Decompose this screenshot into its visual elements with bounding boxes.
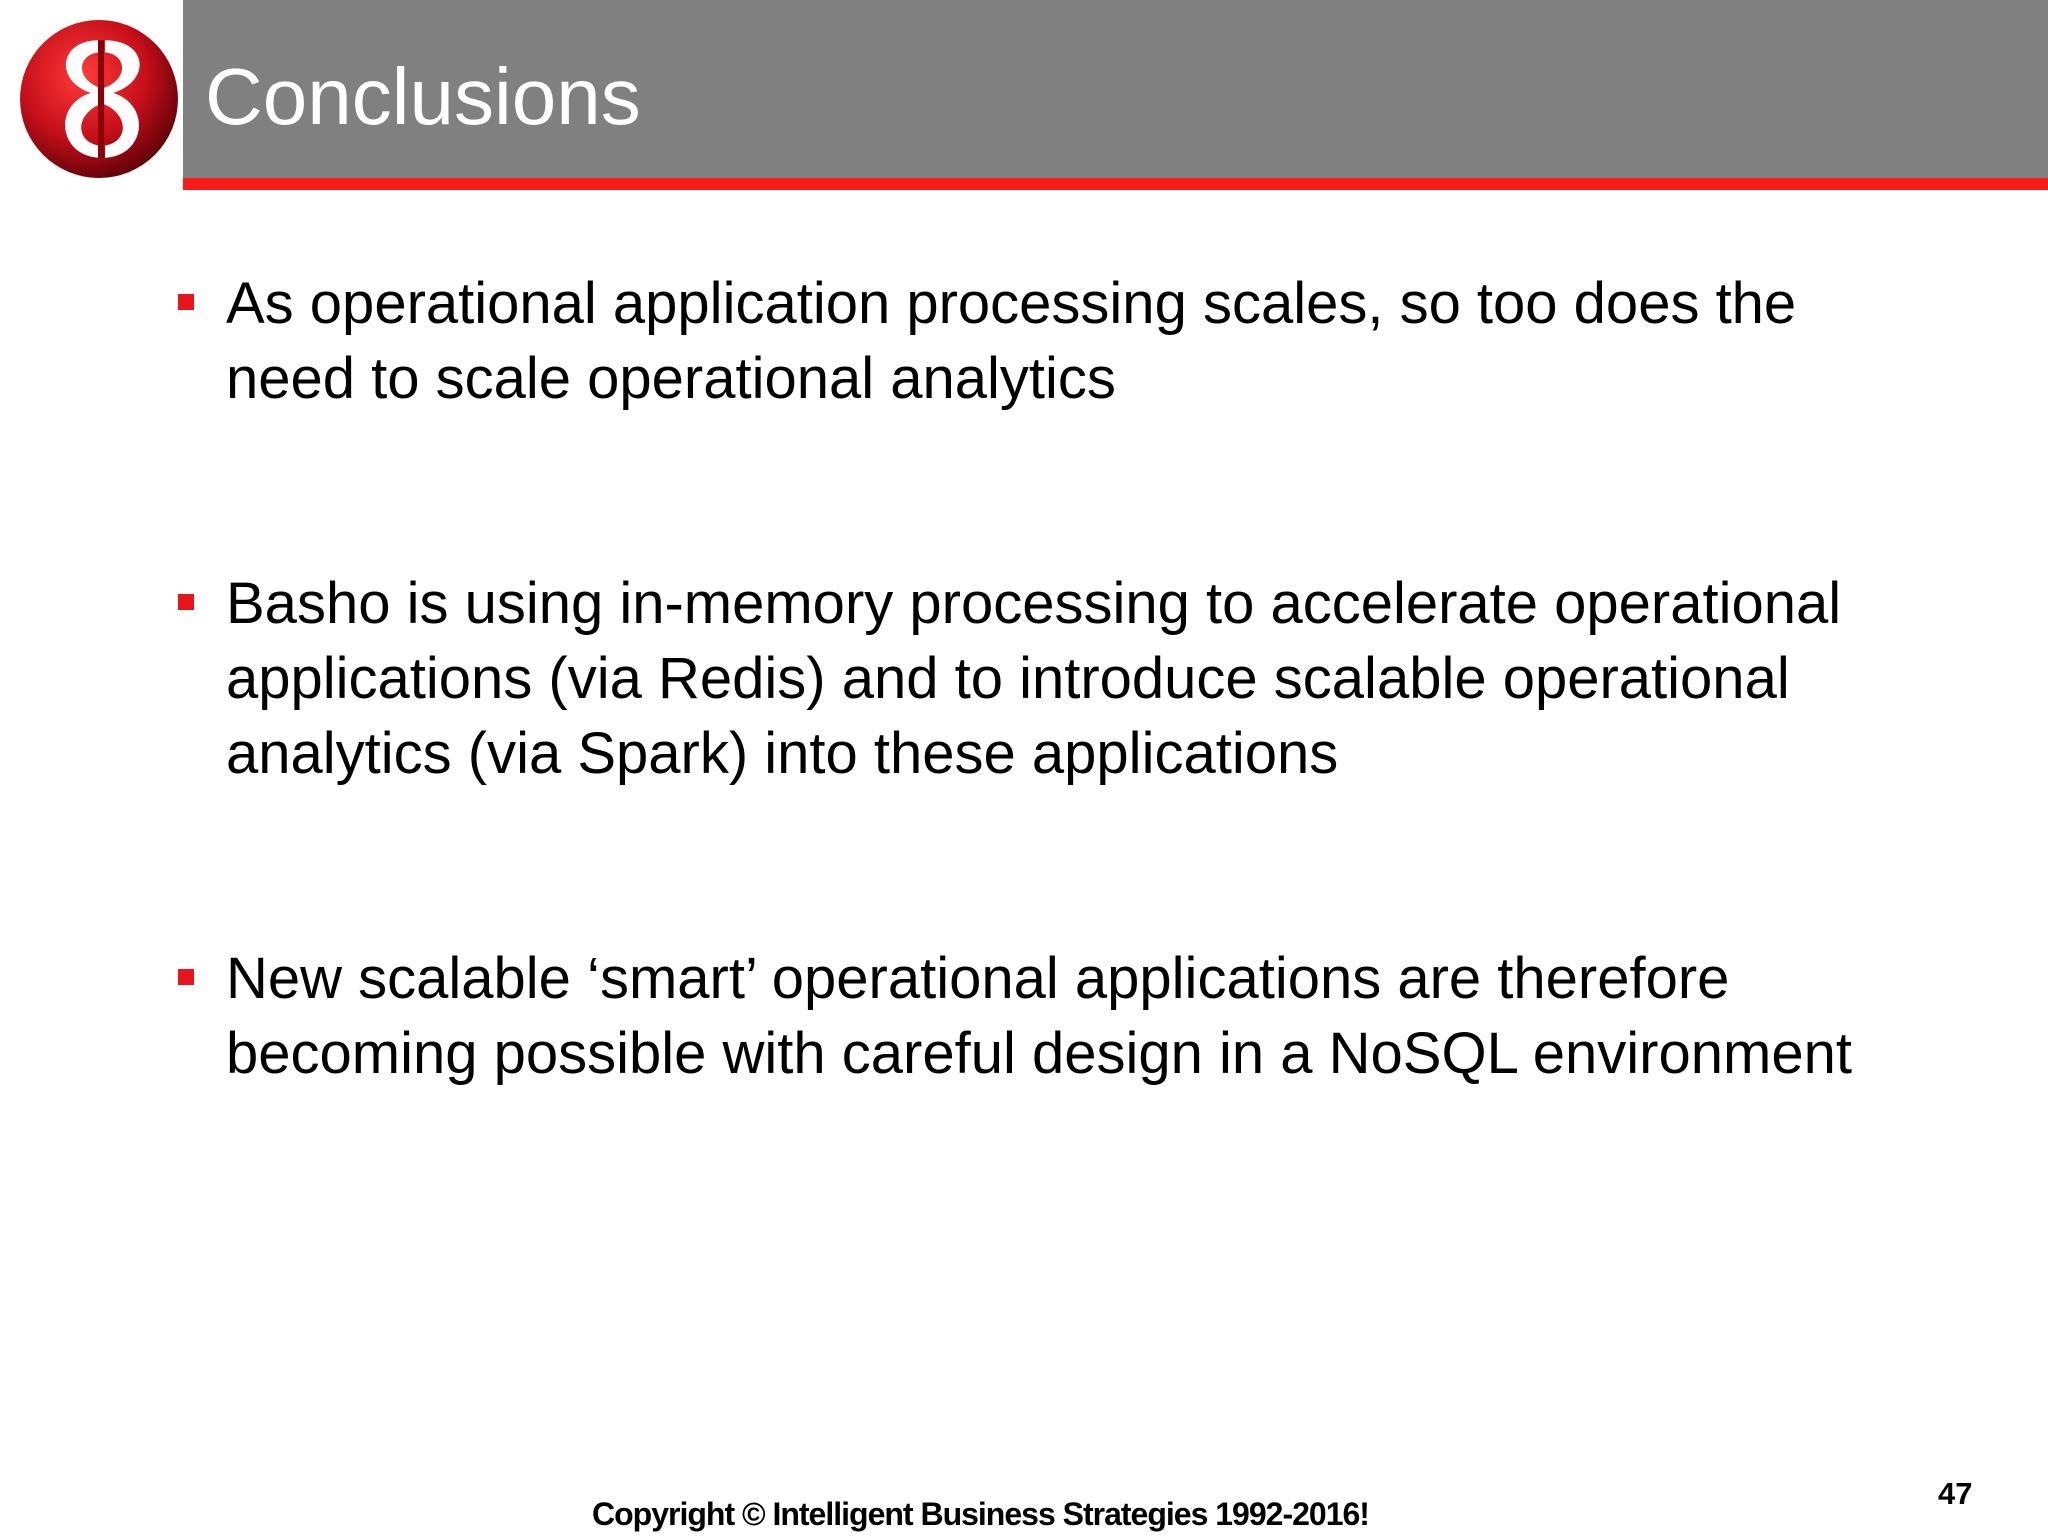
square-bullet-icon (178, 294, 194, 310)
bullet-list (178, 266, 1898, 1091)
page-number: 47 (1938, 1476, 1973, 1511)
bullet-text: Basho is using in-memory processing to accelerate operational applications (via Redis) and to introduce scalable operational analytics (via Spark) into these applications (226, 571, 1842, 786)
bullet-text: New scalable ‘smart’ operational applications are therefore becoming possible with careful design in a NoSQL environment (226, 946, 1852, 1086)
copyright-footer: Copyright © Intelligent Business Strategies 1992-2016! (592, 1496, 1369, 1532)
header-accent-line (183, 178, 2048, 190)
square-bullet-icon (178, 594, 194, 610)
slide-title: Conclusions (205, 52, 641, 141)
square-bullet-icon (178, 969, 194, 985)
bullet-text: As operational application processing scales, so too does the need to scale operational analytics (226, 271, 1797, 411)
bullet-item (178, 266, 1898, 416)
bullet-item (178, 566, 1898, 791)
ibs-logo-icon (18, 18, 180, 180)
bullet-item (178, 941, 1898, 1091)
